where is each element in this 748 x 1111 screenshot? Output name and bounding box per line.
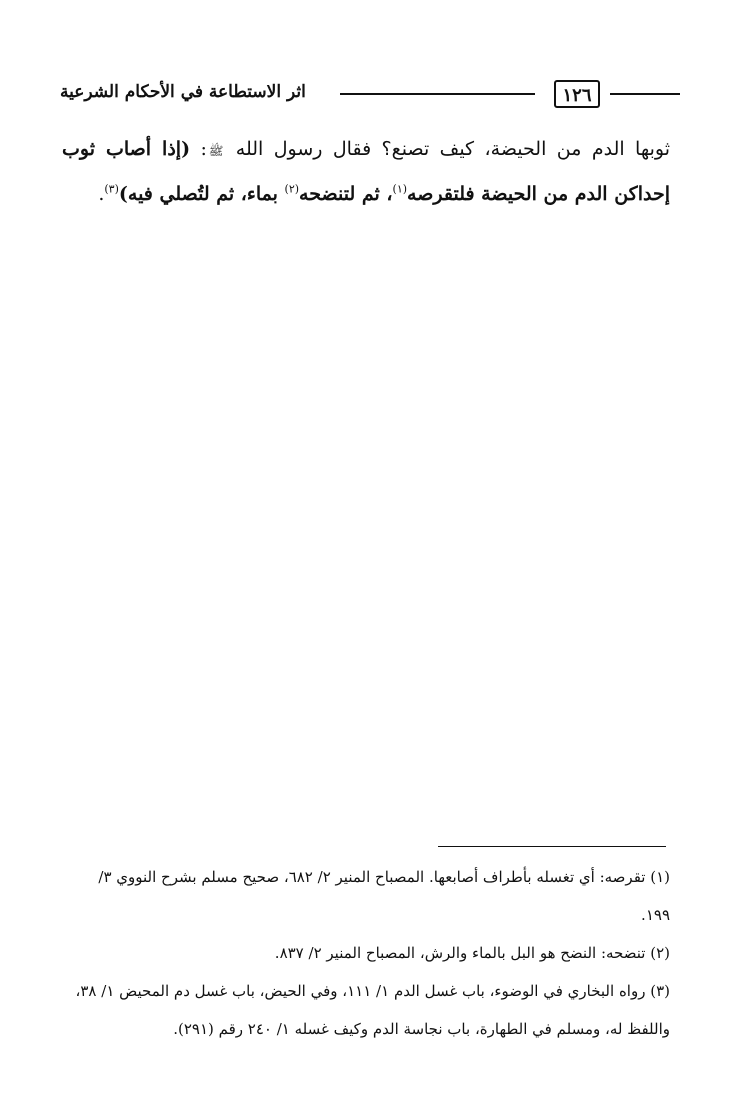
footnote-1: (١) تقرصه: أي تغسله بأطراف أصابعها. المصباح المنير ٢/ ٦٨٢، صحيح مسلم بشرح النووي ٣/ ١٩٩. (98, 868, 670, 924)
footnote-2: (٢) تنضحه: النضح هو البل بالماء والرش، المصباح المنير ٢/ ٨٣٧. (274, 944, 670, 962)
hadith-text-part2: ، ثم لتنضحه (299, 183, 393, 205)
hadith-text-part3: بماء، ثم لتُصلي فيه) (118, 183, 285, 205)
narrative-text: ثوبها الدم من الحيضة، كيف تصنع؟ فقال رسول الله (225, 138, 670, 160)
paragraph (62, 128, 670, 216)
salutation-symbol: ﷺ (208, 144, 224, 158)
page-number: ١٢٦ (554, 80, 600, 108)
footnote-marker-3: (٣) (104, 182, 119, 196)
header-rule-right (610, 93, 680, 95)
footnote-3: (٣) رواه البخاري في الوضوء، باب غسل الدم ١/ ١١١، وفي الحيض، باب غسل دم المحيض ١/ ٣٨، واللفظ له، ومسلم في الطهارة، باب نجاسة الدم وكيف غسله ١/ ٢٤٠ رقم (٢٩١). (75, 982, 670, 1038)
footnote-separator (438, 846, 666, 847)
footnotes (70, 858, 670, 1048)
footnote-marker-2: (٢) (284, 182, 300, 196)
running-title: اثر الاستطاعة في الأحكام الشرعية (60, 82, 306, 102)
main-text (62, 128, 670, 216)
footnote-marker-1: (١) (392, 182, 408, 196)
colon: : (190, 138, 207, 160)
page-header (60, 78, 680, 112)
end-punctuation: . (98, 183, 105, 205)
header-rule-middle (340, 93, 535, 95)
hadith-text-part1: (إذا أصاب ثوب إحداكن الدم من الحيضة فلتقرصه (62, 138, 670, 205)
